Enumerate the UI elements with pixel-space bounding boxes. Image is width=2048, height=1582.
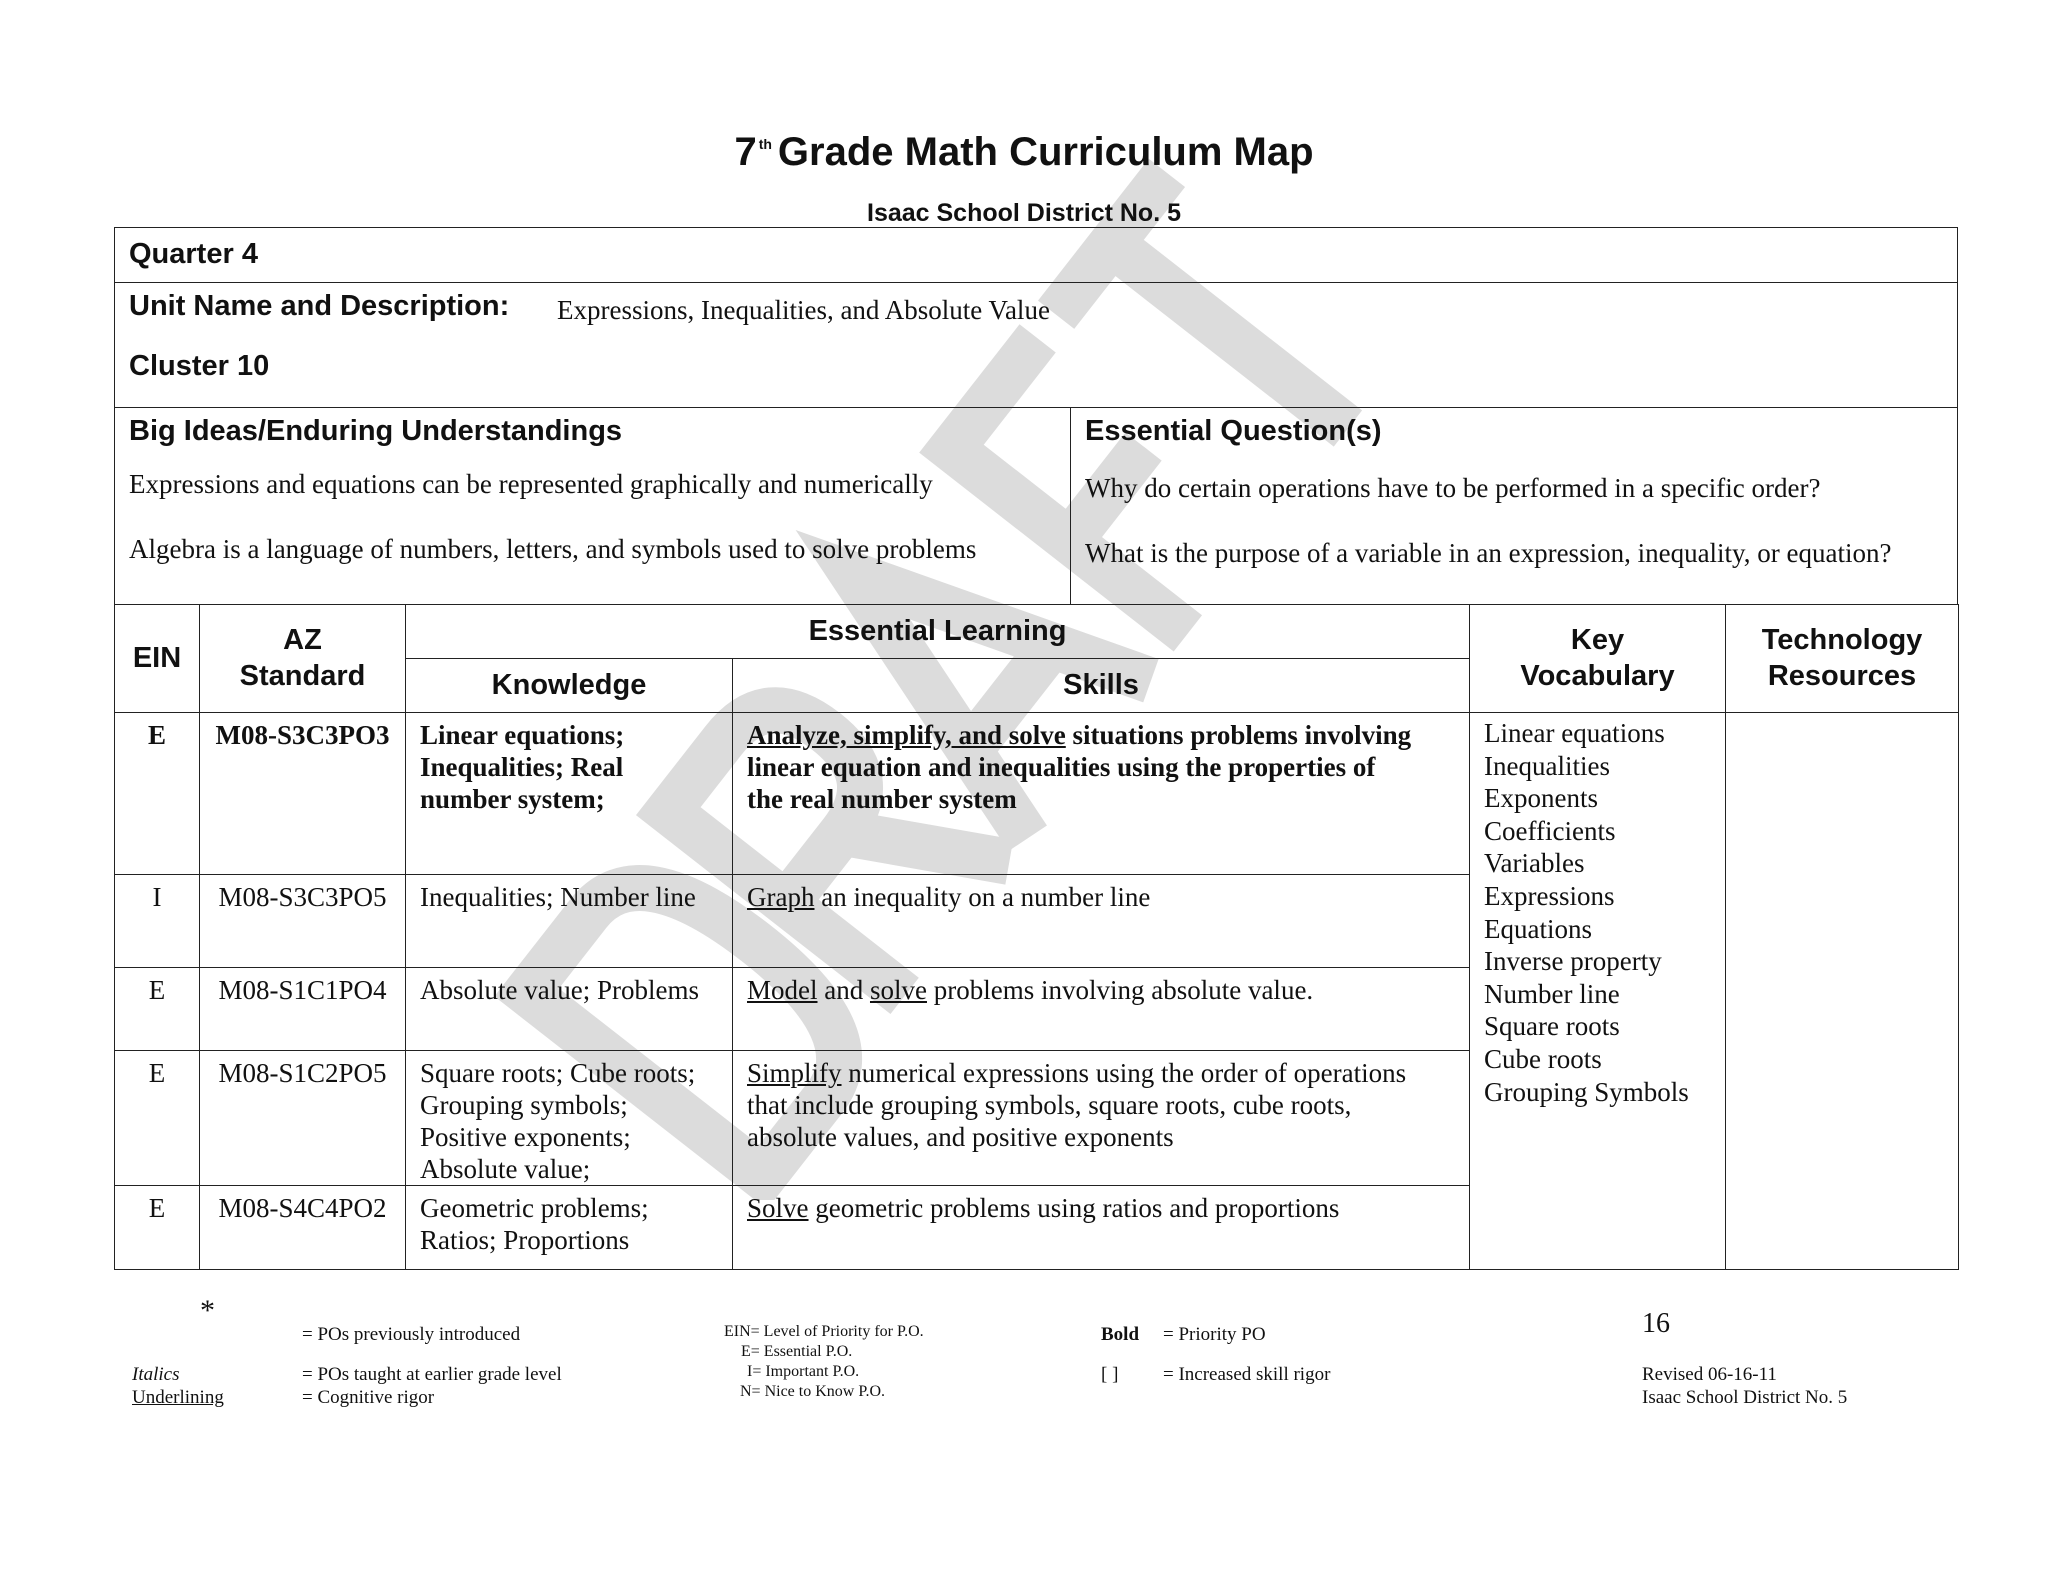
knowledge-line: Absolute value; [420,1154,591,1184]
vocabulary-item: Equations [1484,913,1593,944]
header-technology-resources [1726,605,1959,713]
skill-text: that include grouping symbols, square roots, cube roots, [747,1090,1352,1120]
page-title [0,130,2048,175]
big-ideas-heading: Big Ideas/Enduring Understandings [129,415,623,447]
row-ein: E [115,968,200,1051]
technology-resources-cell [1726,713,1959,1270]
quarter-section [114,227,1958,283]
row-knowledge [406,968,733,1051]
legend-underlining-text: = Cognitive rigor [302,1387,435,1408]
footer-district: Isaac School District No. 5 [1642,1387,1848,1408]
skill-verb: Simplify [747,1058,842,1088]
row-ein: E [115,1186,200,1270]
table-row [115,713,1959,875]
vocabulary-item: Number line [1484,978,1620,1009]
legend-star: * [200,1294,215,1327]
header-tech-line1: Technology [1761,624,1923,657]
row-knowledge [406,1186,733,1270]
knowledge-line: Inequalities; Number line [420,882,696,912]
legend-star-text: = POs previously introduced [302,1324,521,1345]
big-ideas-section [114,407,1958,605]
legend-italics-text: = POs taught at earlier grade level [302,1364,562,1385]
skill-text: absolute values, and positive exponents [747,1122,1174,1152]
vocabulary-item: Variables [1484,848,1585,879]
vocabulary-item: Inequalities [1484,750,1610,781]
knowledge-line: Ratios; Proportions [420,1225,630,1255]
header-knowledge: Knowledge [406,659,733,713]
knowledge-line: number system; [420,784,605,814]
essential-question-item: What is the purpose of a variable in an expression, inequality, or equation? [1085,538,1892,568]
essential-questions-heading: Essential Question(s) [1085,415,1382,447]
vocabulary-item: Exponents [1484,783,1599,814]
knowledge-line: Geometric problems; [420,1193,649,1223]
header-essential-learning: Essential Learning [406,605,1470,659]
skill-verb: Analyze, simplify, and solve [747,720,1066,750]
key-vocabulary-cell [1470,713,1726,1270]
knowledge-line: Positive exponents; [420,1122,631,1152]
title-text: Grade Math Curriculum Map [777,130,1314,174]
knowledge-line: Inequalities; Real [420,752,624,782]
header-vocab-line1: Key [1570,624,1625,657]
header-key-vocabulary [1470,605,1726,713]
skill-verb: Solve [747,1193,809,1223]
row-skills [733,713,1470,875]
skill-text: linear equation and inequalities using the properties of [747,752,1376,782]
row-ein: E [115,1051,200,1186]
row-ein: E [115,713,200,875]
vocabulary-item: Cube roots [1484,1043,1602,1074]
legend-ein-line: I= Important P.O. [747,1363,860,1380]
row-skills [733,875,1470,968]
big-idea-item: Expressions and equations can be represented graphically and numerically [129,469,933,499]
legend-bracket-text: = Increased skill rigor [1163,1364,1331,1385]
row-knowledge [406,875,733,968]
quarter-label: Quarter 4 [129,238,258,270]
row-standard: M08-S1C2PO5 [200,1051,406,1186]
unit-section [114,282,1958,408]
skill-text: situations problems involving [1065,720,1412,750]
skill-verb: solve [869,975,927,1005]
skill-verb: Model [747,975,818,1005]
vocabulary-item: Grouping Symbols [1484,1076,1689,1107]
vocabulary-item: Linear equations [1484,718,1665,748]
legend-bracket-label: [ ] [1101,1364,1119,1385]
vocabulary-item: Coefficients [1484,815,1616,846]
row-standard: M08-S1C1PO4 [200,968,406,1051]
knowledge-line: Absolute value; Problems [420,975,699,1005]
skill-text: and [817,975,870,1005]
vocabulary-item: Expressions [1484,880,1615,911]
vocabulary-item: Inverse property [1484,946,1662,977]
row-knowledge [406,713,733,875]
legend-ein-line: E= Essential P.O. [741,1343,853,1360]
row-standard: M08-S3C3PO3 [200,713,406,875]
title-grade: 7 [734,130,757,174]
page-number: 16 [1642,1308,1670,1339]
skill-text: numerical expressions using the order of operations [841,1058,1407,1088]
essential-question-item: Why do certain operations have to be performed in a specific order? [1085,473,1821,503]
knowledge-line: Square roots; Cube roots; [420,1058,696,1088]
skill-text: the real number system [747,784,1017,814]
legend-ein-line: N= Nice to Know P.O. [740,1383,886,1400]
header-az-standard [200,605,406,713]
section-divider [1070,407,1071,604]
row-standard: M08-S4C4PO2 [200,1186,406,1270]
row-ein: I [115,875,200,968]
row-knowledge [406,1051,733,1186]
vocabulary-item: Square roots [1484,1011,1620,1042]
skill-text: problems involving absolute value. [926,975,1314,1005]
header-vocab-line2: Vocabulary [1520,659,1675,692]
title-grade-suffix: th [758,136,772,152]
knowledge-line: Grouping symbols; [420,1090,628,1120]
header-az-line1: AZ [283,624,322,657]
legend-underlining-label: Underlining [132,1387,224,1408]
row-skills [733,1051,1470,1186]
row-skills [733,968,1470,1051]
row-skills [733,1186,1470,1270]
row-standard: M08-S3C3PO5 [200,875,406,968]
page-subtitle: Isaac School District No. 5 [867,199,1181,227]
revised-date: Revised 06-16-11 [1642,1364,1777,1385]
header-az-line2: Standard [239,659,366,692]
unit-label: Unit Name and Description: [129,290,510,322]
legend-bold-text: = Priority PO [1163,1324,1266,1345]
big-idea-item: Algebra is a language of numbers, letters, and symbols used to solve problems [129,534,977,564]
cluster-label: Cluster 10 [129,350,270,382]
skill-text: an inequality on a number line [814,882,1151,912]
header-ein: EIN [115,605,200,713]
legend-italics-label: Italics [132,1364,180,1385]
learning-table [114,604,1959,1270]
skill-text: geometric problems using ratios and proportions [808,1193,1340,1223]
vocabulary-list [1484,717,1717,1108]
legend-ein-line: EIN= Level of Priority for P.O. [724,1323,924,1340]
header-tech-line2: Resources [1767,659,1917,692]
unit-description: Expressions, Inequalities, and Absolute Value [557,295,1050,325]
header-skills: Skills [733,659,1470,713]
knowledge-line: Linear equations; [420,720,625,750]
skill-verb: Graph [747,882,815,912]
legend-bold-label: Bold [1101,1324,1140,1345]
